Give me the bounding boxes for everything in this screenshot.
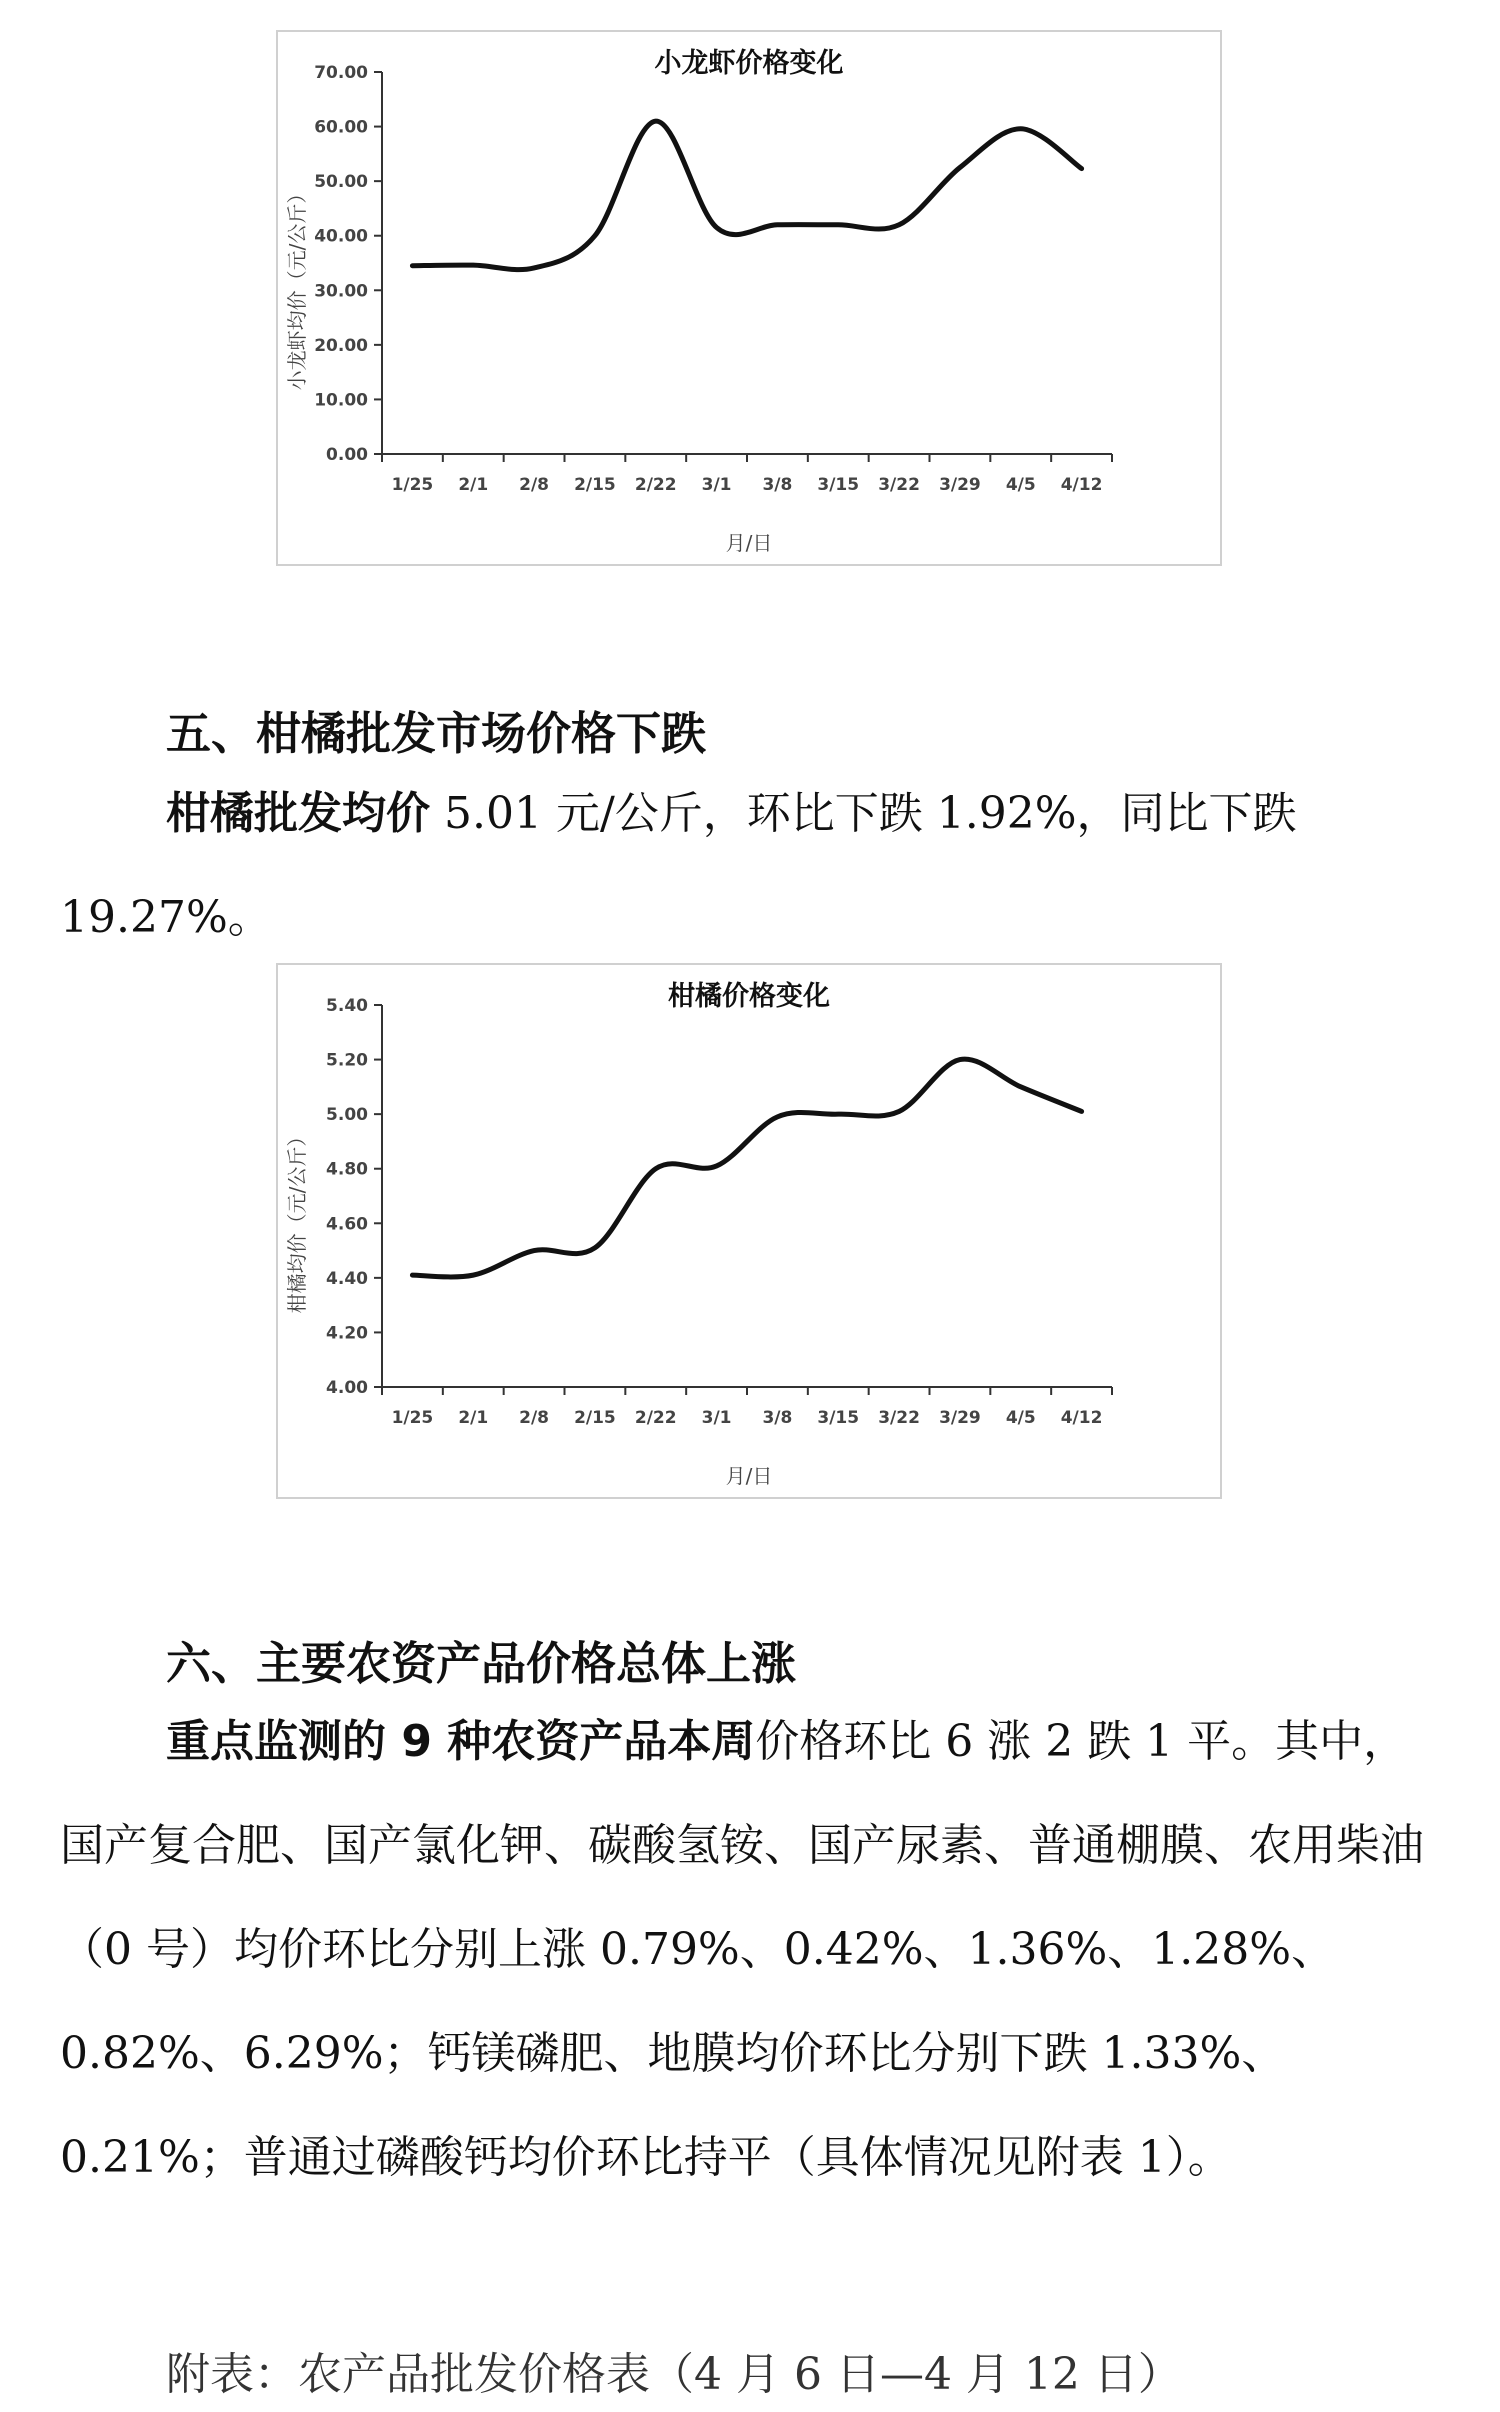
chart-title: 小龙虾价格变化	[654, 48, 844, 79]
x-tick-label: 2/15	[574, 1408, 616, 1428]
section-6-heading: 六、主要农资产品价格总体上涨	[166, 1637, 797, 1690]
y-tick-label: 0.00	[326, 445, 368, 465]
y-tick-label: 5.20	[326, 1050, 368, 1071]
chart-axes	[382, 72, 1112, 454]
section-5-paragraph	[60, 762, 1440, 970]
x-tick-label: 2/8	[519, 1408, 550, 1428]
x-tick-label: 1/25	[391, 475, 434, 495]
y-tick-label: 60.00	[314, 117, 368, 138]
x-tick-label: 2/8	[519, 475, 550, 495]
y-tick-label: 50.00	[314, 172, 368, 193]
x-axis-ticks	[382, 1387, 1112, 1428]
x-tick-label: 2/22	[634, 475, 677, 495]
x-axis-ticks	[382, 454, 1112, 495]
section-5-heading: 五、柑橘批发市场价格下跌	[166, 707, 707, 760]
y-tick-label: 4.20	[326, 1323, 368, 1344]
citrus-price-line	[412, 1059, 1081, 1277]
x-tick-label: 3/1	[701, 1408, 732, 1428]
citrus-price-chart	[276, 963, 1222, 1499]
y-tick-label: 30.00	[314, 281, 368, 302]
x-tick-label: 3/15	[817, 1408, 860, 1428]
section-6-body: 价格环比 6 涨 2 跌 1 平。其中，国产复合肥、国产氯化钾、碳酸氢铵、国产尿素、普通棚膜、农用柴油（0 号）均价环比分别上涨 0.79%、0.42%、1.36%、1.28%、0.82%、6.29%；钙镁磷肥、地膜均价环比分别下跌 1.33%、0.21%；普通过磷酸钙均价环比持平（具体情况见附表 1）。	[60, 1716, 1424, 2183]
x-tick-label: 3/8	[762, 1408, 793, 1428]
crayfish-price-line	[412, 121, 1081, 270]
y-tick-label: 4.60	[326, 1214, 368, 1235]
x-axis-title: 月/日	[725, 531, 773, 555]
section-6-lead: 重点监测的 9 种农资产品本周	[166, 1716, 756, 1767]
x-tick-label: 3/1	[701, 475, 732, 495]
y-axis-ticks	[326, 996, 382, 1398]
y-tick-label: 5.00	[326, 1105, 368, 1126]
citrus-chart-svg	[278, 965, 1220, 1497]
x-tick-label: 3/29	[939, 1408, 981, 1428]
crayfish-chart-svg	[278, 32, 1220, 564]
chart-axes	[382, 1005, 1112, 1387]
x-tick-label: 2/15	[574, 475, 616, 495]
y-axis-title: 柑橘均价（元/公斤）	[285, 1126, 309, 1314]
x-tick-label: 2/22	[634, 1408, 677, 1428]
y-tick-label: 5.40	[326, 996, 368, 1016]
x-tick-label: 4/5	[1005, 475, 1036, 495]
section-6-paragraph	[60, 1690, 1440, 2210]
x-tick-label: 3/8	[762, 475, 793, 495]
x-tick-label: 3/22	[878, 1408, 920, 1428]
y-axis-title: 小龙虾均价（元/公斤）	[285, 183, 309, 391]
x-tick-label: 2/1	[458, 1408, 489, 1428]
x-tick-label: 4/5	[1005, 1408, 1036, 1428]
crayfish-price-chart	[276, 30, 1222, 566]
section-5-lead: 柑橘批发均价	[166, 788, 430, 839]
y-tick-label: 4.80	[326, 1159, 368, 1180]
y-tick-label: 20.00	[314, 335, 368, 356]
y-tick-label: 40.00	[314, 226, 368, 247]
x-tick-label: 1/25	[391, 1408, 434, 1428]
section-5-body: 5.01 元/公斤，环比下跌 1.92%，同比下跌 19.27%。	[60, 788, 1297, 943]
chart-title: 柑橘价格变化	[668, 981, 830, 1012]
x-tick-label: 4/12	[1060, 475, 1103, 495]
y-tick-label: 10.00	[314, 390, 368, 411]
y-tick-label: 4.00	[326, 1378, 368, 1398]
x-axis-title: 月/日	[725, 1464, 773, 1488]
x-tick-label: 3/29	[939, 475, 981, 495]
x-tick-label: 4/12	[1060, 1408, 1103, 1428]
appendix-caption: 附表：农产品批发价格表（4 月 6 日—4 月 12 日）	[166, 2349, 1182, 2400]
x-tick-label: 3/15	[817, 475, 860, 495]
y-tick-label: 4.40	[326, 1268, 368, 1289]
x-tick-label: 2/1	[458, 475, 489, 495]
y-axis-ticks	[314, 63, 382, 465]
x-tick-label: 3/22	[878, 475, 920, 495]
y-tick-label: 70.00	[314, 63, 368, 83]
